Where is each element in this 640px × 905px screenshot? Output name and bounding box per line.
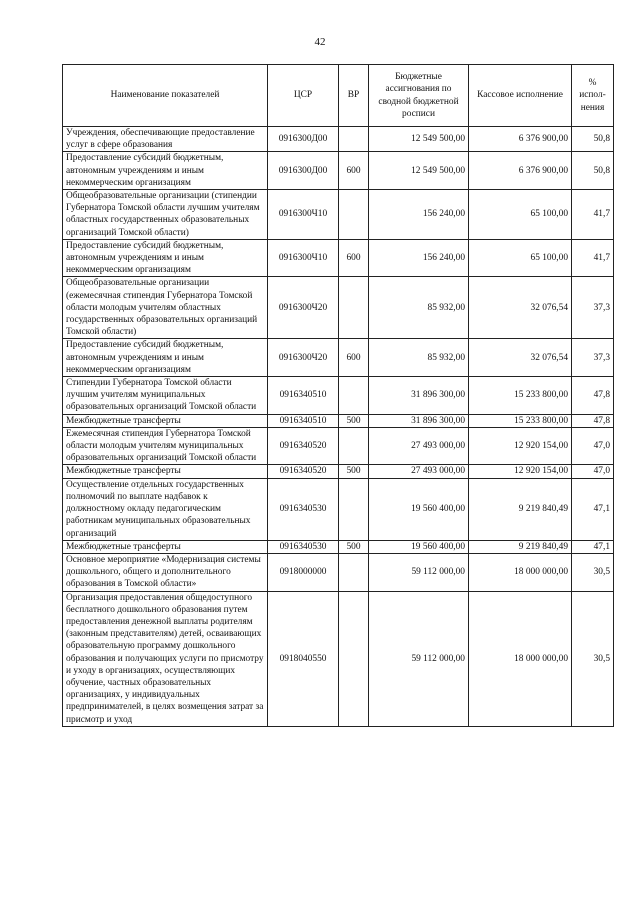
- execution-percent-cell: 41,7: [572, 239, 614, 277]
- cash-execution-cell: 12 920 154,00: [469, 427, 572, 465]
- table-row: [63, 591, 614, 726]
- budget-allocation-cell: 85 932,00: [369, 277, 469, 339]
- indicator-name-cell: Предоставление субсидий бюджетным, автономным учреждениям и иным некоммерческим организациям: [63, 152, 268, 190]
- budget-allocation-cell: 31 896 300,00: [369, 414, 469, 427]
- table-row: [63, 465, 614, 478]
- budget-allocation-cell: 19 560 400,00: [369, 540, 469, 553]
- table-row: [63, 339, 614, 377]
- vr-code-cell: [339, 427, 369, 465]
- table-row: [63, 553, 614, 591]
- table-row: [63, 427, 614, 465]
- vr-code-cell: 600: [339, 239, 369, 277]
- indicator-name-cell: Межбюджетные трансферты: [63, 414, 268, 427]
- cash-execution-cell: 6 376 900,00: [469, 152, 572, 190]
- csr-code-cell: 0916340530: [268, 478, 339, 540]
- vr-code-cell: [339, 478, 369, 540]
- csr-code-cell: 0916300Ч20: [268, 277, 339, 339]
- csr-code-cell: 0916300Д00: [268, 152, 339, 190]
- csr-code-cell: 0918040550: [268, 591, 339, 726]
- cash-execution-cell: 15 233 800,00: [469, 414, 572, 427]
- indicator-name-cell: Предоставление субсидий бюджетным, автономным учреждениям и иным некоммерческим организациям: [63, 339, 268, 377]
- vr-code-cell: 500: [339, 540, 369, 553]
- csr-code-cell: 0916300Ч10: [268, 190, 339, 240]
- table-row: [63, 414, 614, 427]
- budget-allocation-cell: 59 112 000,00: [369, 591, 469, 726]
- csr-code-cell: 0916340510: [268, 377, 339, 415]
- page-number: 42: [314, 36, 326, 48]
- header-csr: ЦСР: [268, 65, 339, 127]
- budget-allocation-cell: 31 896 300,00: [369, 377, 469, 415]
- table-row: [63, 540, 614, 553]
- csr-code-cell: 0916340520: [268, 465, 339, 478]
- header-budget: Бюджетные ассигнования по сводной бюджетной росписи: [369, 65, 469, 127]
- cash-execution-cell: 32 076,54: [469, 277, 572, 339]
- execution-percent-cell: 37,3: [572, 277, 614, 339]
- indicator-name-cell: Ежемесячная стипендия Губернатора Томской области молодым учителям муниципальных образовательных организаций Томской области: [63, 427, 268, 465]
- table-row: [63, 190, 614, 240]
- table-row: [63, 239, 614, 277]
- budget-allocation-cell: 156 240,00: [369, 239, 469, 277]
- budget-allocation-cell: 156 240,00: [369, 190, 469, 240]
- budget-allocation-cell: 27 493 000,00: [369, 427, 469, 465]
- indicator-name-cell: Общеобразовательные организации (ежемесячная стипендия Губернатора Томской области молодым учителям областных государственных образовательных организаций Томской области): [63, 277, 268, 339]
- cash-execution-cell: 15 233 800,00: [469, 377, 572, 415]
- budget-execution-table: [62, 64, 614, 727]
- vr-code-cell: [339, 591, 369, 726]
- cash-execution-cell: 18 000 000,00: [469, 553, 572, 591]
- budget-allocation-cell: 27 493 000,00: [369, 465, 469, 478]
- cash-execution-cell: 18 000 000,00: [469, 591, 572, 726]
- csr-code-cell: 0916340520: [268, 427, 339, 465]
- header-cash: Кассовое исполнение: [469, 65, 572, 127]
- execution-percent-cell: 47,1: [572, 478, 614, 540]
- cash-execution-cell: 65 100,00: [469, 239, 572, 277]
- table-row: [63, 478, 614, 540]
- table-header: [63, 65, 614, 127]
- table-body: [63, 127, 614, 727]
- execution-percent-cell: 50,8: [572, 127, 614, 152]
- table-row: [63, 377, 614, 415]
- indicator-name-cell: Межбюджетные трансферты: [63, 540, 268, 553]
- table-row: [63, 127, 614, 152]
- execution-percent-cell: 37,3: [572, 339, 614, 377]
- cash-execution-cell: 6 376 900,00: [469, 127, 572, 152]
- cash-execution-cell: 9 219 840,49: [469, 478, 572, 540]
- vr-code-cell: 500: [339, 465, 369, 478]
- indicator-name-cell: Организация предоставления общедоступного бесплатного дошкольного образования путем предоставления денежной выплаты родителям (законным представителям) детей, осваивающих образовательную программу дошкольного образования и получающих услуги по присмотру и уходу в организациях, осуществляющих обучение, частных образовательных организациях, у индивидуальных предпринимателей, в целях возмещения затрат за присмотр и уход: [63, 591, 268, 726]
- header-vr: ВР: [339, 65, 369, 127]
- table-row: [63, 152, 614, 190]
- vr-code-cell: 500: [339, 414, 369, 427]
- header-pct: % испол-нения: [572, 65, 614, 127]
- csr-code-cell: 0916300Ч20: [268, 339, 339, 377]
- cash-execution-cell: 65 100,00: [469, 190, 572, 240]
- indicator-name-cell: Предоставление субсидий бюджетным, автономным учреждениям и иным некоммерческим организациям: [63, 239, 268, 277]
- cash-execution-cell: 32 076,54: [469, 339, 572, 377]
- execution-percent-cell: 30,5: [572, 591, 614, 726]
- indicator-name-cell: Стипендии Губернатора Томской области лучшим учителям муниципальных образовательных организаций Томской области: [63, 377, 268, 415]
- execution-percent-cell: 41,7: [572, 190, 614, 240]
- csr-code-cell: 0916340530: [268, 540, 339, 553]
- vr-code-cell: [339, 553, 369, 591]
- vr-code-cell: 600: [339, 339, 369, 377]
- csr-code-cell: 0916340510: [268, 414, 339, 427]
- indicator-name-cell: Осуществление отдельных государственных полномочий по выплате надбавок к должностному окладу педагогическим работникам муниципальных образовательных организаций: [63, 478, 268, 540]
- cash-execution-cell: 9 219 840,49: [469, 540, 572, 553]
- budget-allocation-cell: 85 932,00: [369, 339, 469, 377]
- budget-allocation-cell: 19 560 400,00: [369, 478, 469, 540]
- indicator-name-cell: Межбюджетные трансферты: [63, 465, 268, 478]
- csr-code-cell: 0918000000: [268, 553, 339, 591]
- indicator-name-cell: Основное мероприятие «Модернизация системы дошкольного, общего и дополнительного образования в Томской области»: [63, 553, 268, 591]
- execution-percent-cell: 47,0: [572, 427, 614, 465]
- execution-percent-cell: 50,8: [572, 152, 614, 190]
- execution-percent-cell: 30,5: [572, 553, 614, 591]
- vr-code-cell: [339, 190, 369, 240]
- header-name: Наименование показателей: [63, 65, 268, 127]
- cash-execution-cell: 12 920 154,00: [469, 465, 572, 478]
- budget-allocation-cell: 12 549 500,00: [369, 152, 469, 190]
- vr-code-cell: [339, 277, 369, 339]
- execution-percent-cell: 47,8: [572, 414, 614, 427]
- csr-code-cell: 0916300Ч10: [268, 239, 339, 277]
- execution-percent-cell: 47,1: [572, 540, 614, 553]
- vr-code-cell: [339, 377, 369, 415]
- budget-allocation-cell: 12 549 500,00: [369, 127, 469, 152]
- execution-percent-cell: 47,8: [572, 377, 614, 415]
- vr-code-cell: 600: [339, 152, 369, 190]
- indicator-name-cell: Учреждения, обеспечивающие предоставление услуг в сфере образования: [63, 127, 268, 152]
- csr-code-cell: 0916300Д00: [268, 127, 339, 152]
- execution-percent-cell: 47,0: [572, 465, 614, 478]
- indicator-name-cell: Общеобразовательные организации (стипендии Губернатора Томской области лучшим учителям областных государственных образовательных организаций Томской области): [63, 190, 268, 240]
- budget-allocation-cell: 59 112 000,00: [369, 553, 469, 591]
- table-row: [63, 277, 614, 339]
- vr-code-cell: [339, 127, 369, 152]
